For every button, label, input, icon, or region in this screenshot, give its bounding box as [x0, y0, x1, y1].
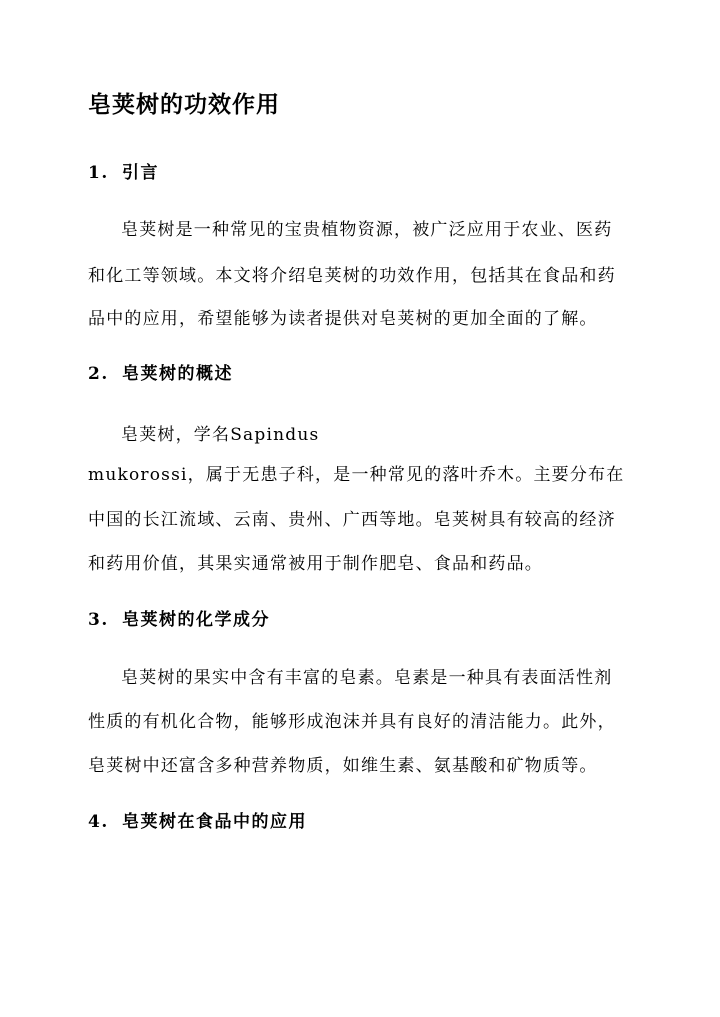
paragraph-line: mukorossi，属于无患子科，是一种常见的落叶乔木。主要分布在 — [88, 465, 625, 485]
section-heading-text: 皂荚树在食品中的应用 — [122, 812, 307, 832]
section-number: 1. — [88, 163, 109, 183]
section-number: 4. — [88, 812, 109, 832]
paragraph-line: 皂荚树中还富含多种营养物质，如维生素、氨基酸和矿物质等。 — [88, 756, 598, 776]
paragraph-line: 品中的应用，希望能够为读者提供对皂荚树的更加全面的了解。 — [88, 309, 598, 329]
paragraph-line: 皂荚树是一种常见的宝贵植物资源，被广泛应用于农业、医药 — [121, 220, 613, 240]
paragraph-line: 和化工等领域。本文将介绍皂荚树的功效作用，包括其在食品和药 — [88, 266, 616, 286]
section-heading-text: 皂荚树的概述 — [122, 364, 233, 384]
section-heading-text: 皂荚树的化学成分 — [122, 610, 270, 630]
section-number: 3. — [88, 610, 109, 630]
paragraph-line: 皂荚树，学名Sapindus — [121, 425, 320, 445]
page-title: 皂荚树的功效作用 — [88, 91, 280, 118]
paragraph-line: 性质的有机化合物，能够形成泡沫并具有良好的清洁能力。此外， — [88, 712, 616, 732]
paragraph-line: 皂荚树的果实中含有丰富的皂素。皂素是一种具有表面活性剂 — [121, 668, 613, 688]
section-number: 2. — [88, 364, 109, 384]
section-heading-3 — [88, 605, 270, 630]
paragraph-line: 中国的长江流域、云南、贵州、广西等地。皂荚树具有较高的经济 — [88, 510, 616, 530]
section-heading-text: 引言 — [122, 163, 159, 183]
section-heading-2 — [88, 359, 233, 384]
section-heading-4 — [88, 807, 307, 832]
paragraph-line: 和药用价值，其果实通常被用于制作肥皂、食品和药品。 — [88, 554, 543, 574]
section-heading-1 — [88, 158, 159, 183]
